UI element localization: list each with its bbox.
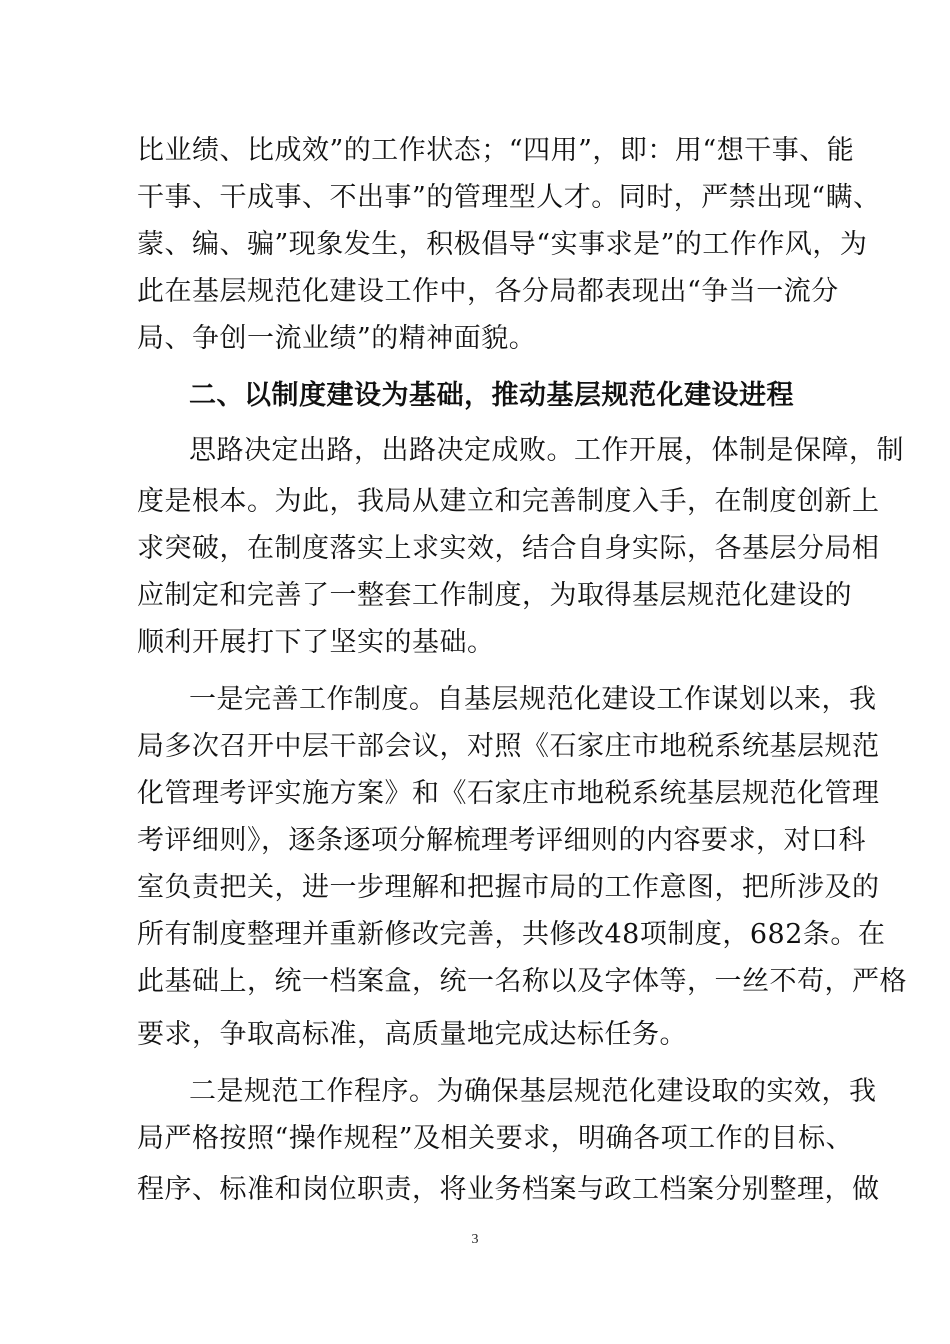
text-line: 室负责把关，进一步理解和把握市局的工作意图，把所涉及的 — [137, 872, 880, 903]
text-line: 局多次召开中层干部会议，对照《石家庄市地税系统基层规范 — [137, 731, 880, 762]
text-line: 所有制度整理并重新修改完善，共修改48项制度，682条。在 — [137, 919, 886, 950]
text-line: 顺利开展打下了坚实的基础。 — [137, 627, 495, 658]
text-line: 要求，争取高标准，高质量地完成达标任务。 — [137, 1019, 687, 1050]
text-line: 蒙、编、骗”现象发生，积极倡导“实事求是”的工作作风，为 — [137, 229, 868, 260]
text-line: 化管理考评实施方案》和《石家庄市地税系统基层规范化管理 — [137, 778, 880, 809]
text-line: 局、争创一流业绩”的精神面貌。 — [137, 323, 537, 354]
section-heading: 二、以制度建设为基础，推动基层规范化建设进程 — [189, 380, 794, 411]
text-line: 局严格按照“操作规程”及相关要求，明确各项工作的目标、 — [137, 1123, 854, 1154]
text-line: 此基础上，统一档案盒，统一名称以及字体等，一丝不苟，严格 — [137, 966, 907, 997]
text-line: 干事、干成事、不出事”的管理型人才。同时，严禁出现“瞒、 — [137, 182, 881, 213]
text-line: 二是规范工作程序。为确保基层规范化建设取的实效，我 — [189, 1076, 877, 1107]
text-line: 程序、标准和岗位职责，将业务档案与政工档案分别整理，做 — [137, 1174, 880, 1205]
text-line: 比业绩、比成效”的工作状态；“四用”，即：用“想干事、能 — [137, 135, 855, 166]
text-line: 此在基层规范化建设工作中，各分局都表现出“争当一流分 — [137, 276, 839, 307]
text-line: 思路决定出路，出路决定成败。工作开展，体制是保障，制 — [189, 435, 904, 466]
text-line: 求突破，在制度落实上求实效，结合自身实际，各基层分局相 — [137, 533, 880, 564]
text-line: 应制定和完善了一整套工作制度，为取得基层规范化建设的 — [137, 580, 852, 611]
text-line: 度是根本。为此，我局从建立和完善制度入手，在制度创新上 — [137, 486, 880, 517]
text-line: 考评细则》，逐条逐项分解梳理考评细则的内容要求，对口科 — [137, 825, 866, 856]
page-number: 3 — [471, 1232, 479, 1247]
text-line: 一是完善工作制度。自基层规范化建设工作谋划以来，我 — [189, 684, 877, 715]
